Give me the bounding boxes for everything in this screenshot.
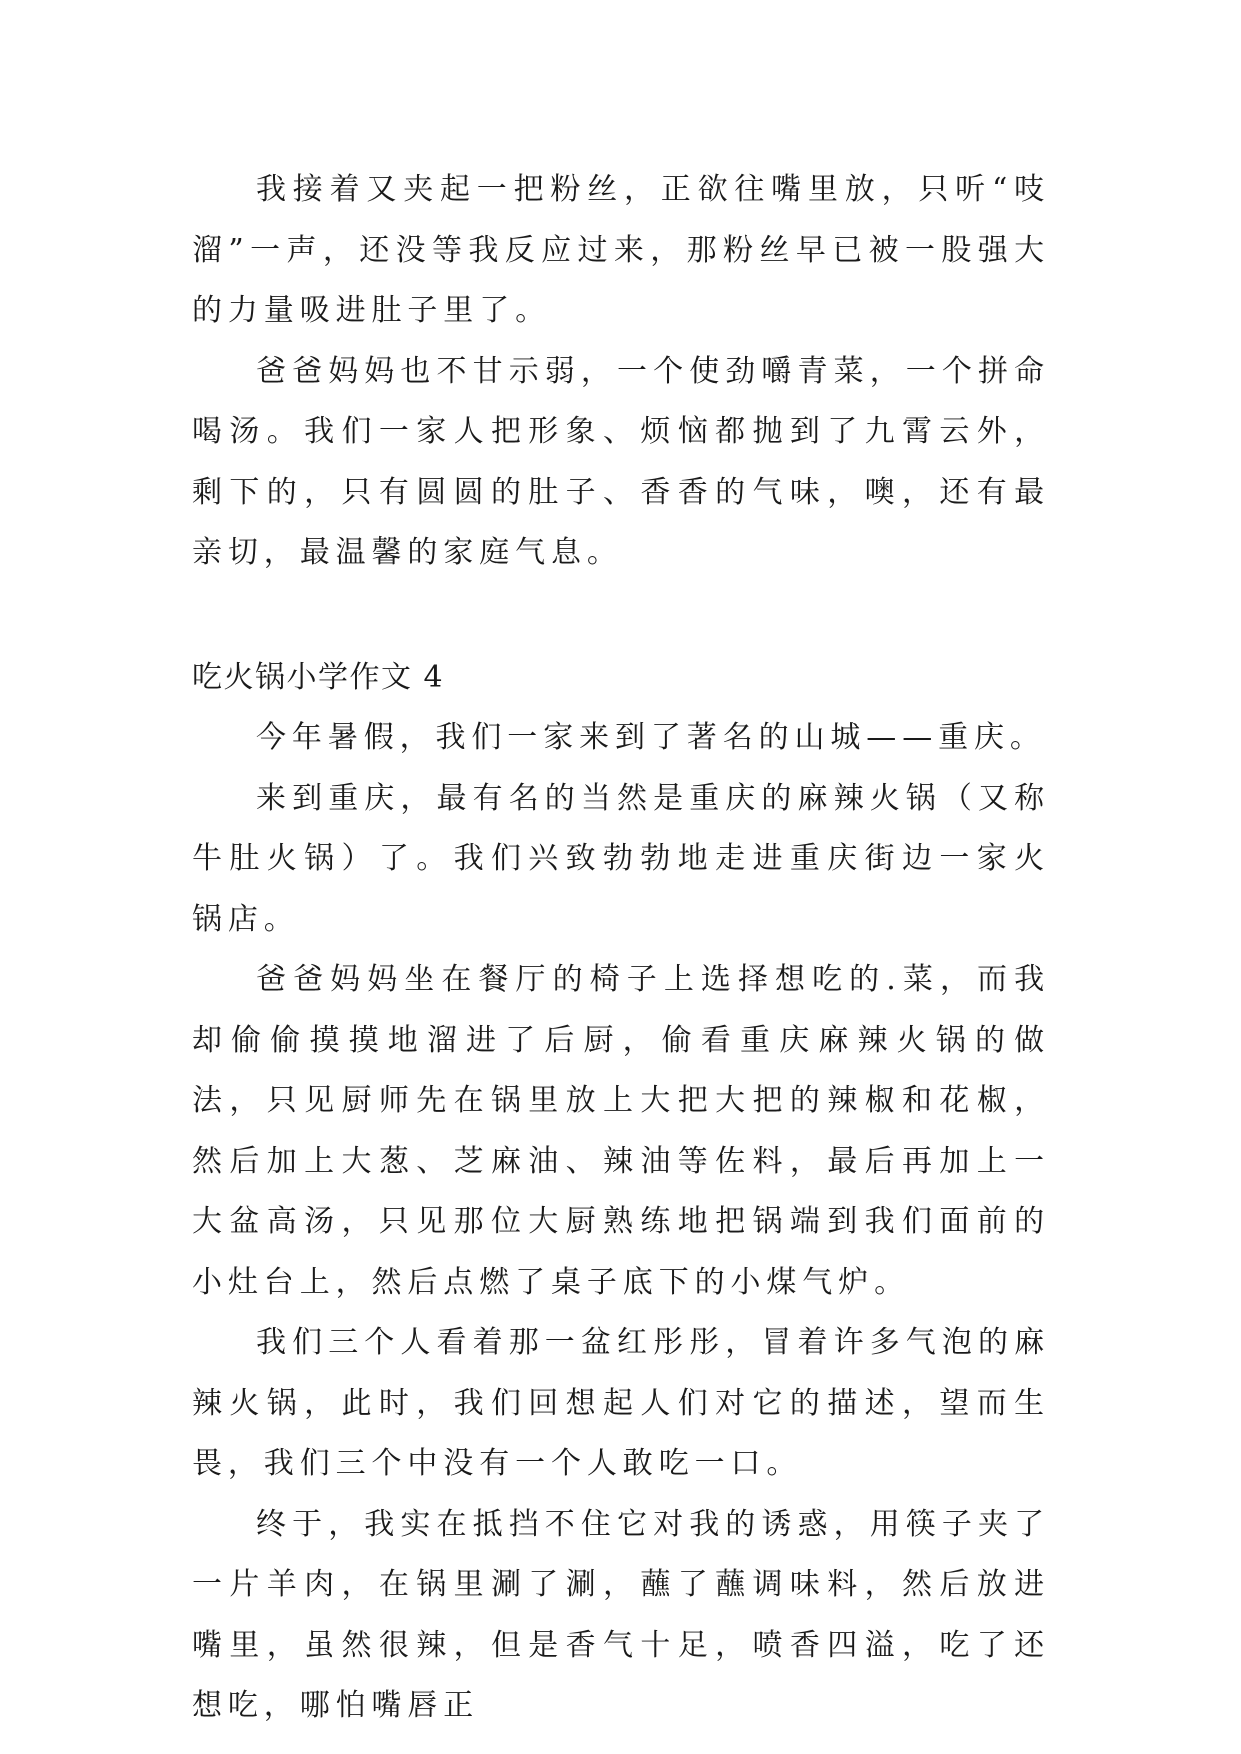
document-body <box>192 160 1050 1737</box>
paragraph: 爸爸妈妈坐在餐厅的椅子上选择想吃的.菜，而我却偷偷摸摸地溜进了后厨，偷看重庆麻辣火锅的做法，只见厨师先在锅里放上大把大把的辣椒和花椒，然后加上大葱、芝麻油、辣油等佐料，最后再加上一大盆高汤，只见那位大厨熟练地把锅端到我们面前的小灶台上，然后点燃了桌子底下的小煤气炉。 <box>192 962 1050 1300</box>
paragraph: 今年暑假，我们一家来到了著名的山城——重庆。 <box>256 720 1046 755</box>
paragraph: 终于，我实在抵挡不住它对我的诱惑，用筷子夹了一片羊肉，在锅里涮了涮，蘸了蘸调味料，然后放进嘴里，虽然很辣，但是香气十足，喷香四溢，吃了还想吃，哪怕嘴唇正 <box>192 1506 1050 1723</box>
section-heading: 吃火锅小学作文 4 <box>192 659 445 695</box>
paragraph: 来到重庆，最有名的当然是重庆的麻辣火锅（又称牛肚火锅）了。我们兴致勃勃地走进重庆街边一家火锅店。 <box>192 780 1050 937</box>
paragraph: 我接着又夹起一把粉丝，正欲往嘴里放，只听“吱溜”一声，还没等我反应过来，那粉丝早已被一股强大的力量吸进肚子里了。 <box>192 172 1050 328</box>
paragraph: 我们三个人看着那一盆红彤彤，冒着许多气泡的麻辣火锅，此时，我们回想起人们对它的描述，望而生畏，我们三个中没有一个人敢吃一口。 <box>192 1325 1050 1481</box>
paragraph: 爸爸妈妈也不甘示弱，一个使劲嚼青菜，一个拼命喝汤。我们一家人把形象、烦恼都抛到了九霄云外，剩下的，只有圆圆的肚子、香香的气味，噢，还有最亲切，最温馨的家庭气息。 <box>192 353 1050 570</box>
